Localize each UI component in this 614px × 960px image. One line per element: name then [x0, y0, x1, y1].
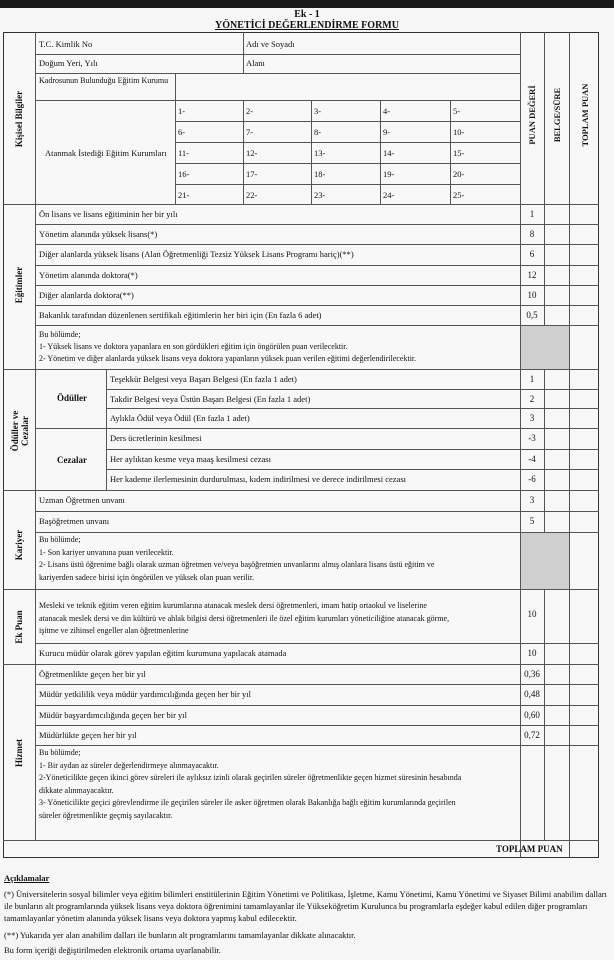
row-puan: 1: [529, 209, 535, 219]
row-line: [35, 285, 599, 286]
grid-line: [380, 100, 381, 204]
row-puan: -4: [528, 453, 536, 464]
row-text: Diğer alanlarda doktora(**): [39, 289, 134, 300]
row-text: Diğer alanlarda yüksek lisans (Alan Öğretmenliği Tezsiz Yüksek Lisans Programı hariç)(**): [39, 249, 354, 260]
choice-number: 5-: [453, 106, 461, 116]
grid-line: [311, 100, 312, 204]
choice-number: 6-: [178, 127, 186, 137]
alan-label: Alanı: [246, 58, 265, 68]
row-puan: -6: [528, 474, 536, 485]
row-text: Teşekkür Belgesi veya Başarı Belgesi (En fazla 1 adet): [110, 374, 297, 384]
choice-number: 1-: [178, 106, 186, 116]
row-line: [35, 305, 599, 306]
grid-line: [450, 100, 451, 204]
choice-number: 21-: [178, 190, 190, 200]
row-line: [35, 684, 599, 685]
toplam-puan-label: TOPLAM PUAN: [496, 844, 563, 854]
row-line: [35, 705, 599, 706]
row-line: [35, 511, 599, 512]
note-line: Bu bölümde;: [39, 535, 81, 544]
ad-label: Adı ve Soyadı: [246, 39, 295, 49]
note-line: dikkate alınmayacaktır.: [39, 785, 114, 795]
note-line: 1- Yüksek lisans ve doktora yapanlara en son gördükleri eğitim için öngörülen puan verilecektir.: [39, 342, 348, 351]
ekpuan-row2-puan: 10: [527, 648, 537, 658]
grid-line: [175, 121, 520, 122]
section-kariyer: Kariyer: [14, 529, 24, 561]
ekpuan-row1-puan: 10: [527, 609, 537, 619]
row-puan: -3: [528, 433, 536, 443]
choice-number: 3-: [314, 106, 322, 116]
row-puan: 2: [529, 393, 535, 404]
section-hizmet: Hizmet: [14, 739, 24, 767]
choice-number: 19-: [383, 169, 395, 179]
note-line: süreler öğretmenlikte geçmiş sayılacaktır.: [39, 810, 173, 820]
row-text: Müdür başyardımcılığında geçen her bir yıl: [39, 709, 187, 720]
row-puan: 0,5: [526, 310, 538, 320]
row-text: Yönetim alanında doktora(*): [39, 269, 138, 280]
aciklamalar-title: Açıklamalar: [4, 873, 50, 883]
row-text: Her aylıktan kesme veya maaş kesilmesi cezası: [110, 453, 271, 464]
grid-line: [175, 163, 520, 164]
choice-number: 20-: [453, 169, 465, 179]
note-line-1: (*) Üniversitelerin sosyal bilimler veya eğitim bilimleri enstitülerinin Eğitim Yönetimi ve Politikası, İşletme, Kamu Yönetimi, Kamu Yönetimi ve Siyaset Bilimi anabilim dalları ile bunların alt programlarında yüksek lisans veya doktora öğrenimini tamamlayanlar ile Yükseköğretim Kurulunca bu programlarla eşdeğer kabul edilen diğer programları tamamlayanlar yönetim alanında yüksek lisans veya doktora yapmış kabul edilecektir.: [4, 889, 607, 923]
section-kisisel: Kişisel Bilgiler: [14, 90, 24, 148]
section-oduller: Ödüller ve Cezalar: [10, 410, 30, 452]
row-line: [106, 389, 599, 390]
choice-number: 4-: [383, 106, 391, 116]
choice-number: 11-: [178, 148, 190, 158]
choice-number: 8-: [314, 127, 322, 137]
row-line: [106, 408, 599, 409]
grid-line: [175, 100, 520, 101]
choice-number: 13-: [314, 148, 326, 158]
row-line: [35, 265, 599, 266]
row-text: Her kademe ilerlemesinin durdurulması, kıdem indirilmesi ve derece indirilmesi cezası: [110, 474, 406, 485]
tc-label: T.C. Kimlik No: [39, 39, 93, 49]
row-line: [35, 725, 599, 726]
row-line: [106, 449, 599, 450]
note-line: Bu bölümde;: [39, 748, 81, 757]
choice-number: 22-: [246, 190, 258, 200]
row-puan: 5: [529, 516, 535, 526]
choice-number: 12-: [246, 148, 258, 158]
note-line: 1- Bir aydan az süreler değerlendirmeye alınmayacaktır.: [39, 760, 219, 770]
cezalar-label: Cezalar: [57, 455, 87, 465]
choice-number: 17-: [246, 169, 258, 179]
note-line: 3- Yöneticilikte geçici görevlendirme ile geçirilen süreler ile asker öğretmen olarak Bakanlığa bağlı eğitim kurumlarında geçirilen: [39, 798, 456, 807]
atanmak-label: Atanmak İstediği Eğitim Kurumları: [45, 148, 167, 158]
top-dark-bar: [0, 0, 614, 8]
row-text: Bakanlık tarafından düzenlenen sertifikalı eğitimlerin her biri için (En fazla 6 adet): [39, 310, 322, 320]
note-line: işitme ve zihinsel engeller alan öğretmenlerine: [39, 626, 189, 635]
note-line: atanacak meslek dersi ve din kültürü ve ahlak bilgisi dersi öğretmenleri ile özel eğitim kurumları yöneticiliğine atanacak görme,: [39, 613, 450, 623]
col-toplam-puan: TOPLAM PUAN: [580, 83, 590, 147]
kadro-label: Kadrosunun Bulunduğu Eğitim Kurumu: [39, 76, 169, 85]
note-line-2: (**) Yukarıda yer alan anabilim dalları ile bunların alt programlarını tamamlayanlar dikkate alınacaktır.: [4, 930, 356, 940]
row-puan: 1: [529, 374, 535, 384]
section-egitimler: Eğitimler: [14, 266, 24, 304]
row-text: Ön lisans ve lisans eğitiminin her bir yılı: [39, 209, 178, 219]
note-line-3: Bu form içeriği değiştirilmeden elektronik ortama uyarlanabilir.: [4, 945, 221, 955]
choice-number: 16-: [178, 169, 190, 179]
row-text: Takdir Belgesi veya Üstün Başarı Belgesi (En fazla 1 adet): [110, 393, 311, 404]
row-text: Başöğretmen unvanı: [39, 516, 110, 526]
row-text: Müdürlükte geçen her bir yıl: [39, 729, 137, 740]
ekpuan-row2: Kurucu müdür olarak görev yapılan eğitim kurumuna yapılacak atamada: [39, 648, 287, 658]
choice-number: 7-: [246, 127, 254, 137]
choice-number: 10-: [453, 127, 465, 137]
grid-line: [175, 184, 520, 185]
choice-number: 2-: [246, 106, 254, 116]
choice-number: 23-: [314, 190, 326, 200]
section-ekpuan: Ek Puan: [14, 610, 24, 644]
col-belge-sure: BELGE/SÜRE: [552, 87, 562, 143]
note-line: Bu bölümde;: [39, 330, 81, 339]
note-line: 2-Yöneticilikte geçen ikinci görev süreleri ile aylıksız izinli olarak geçirilen süreler öğretmenlikte geçen hizmet süresinin hesabında: [39, 773, 462, 782]
note-line: Mesleki ve teknik eğitim veren eğitim kurumlarına atanacak meslek dersi öğretmenleri, imam hatip ortaokul ve liselerine: [39, 601, 427, 610]
grid-line: [243, 100, 244, 204]
row-puan: 0,48: [524, 689, 540, 700]
row-text: Yönetim alanında yüksek lisans(*): [39, 229, 158, 240]
dogum-label: Doğum Yeri, Yılı: [39, 58, 98, 68]
row-puan: 6: [529, 249, 535, 260]
aciklamalar: [4, 872, 610, 956]
row-puan: 0,36: [524, 669, 540, 679]
grid-line: [175, 142, 520, 143]
row-text: Öğretmenlikte geçen her bir yıl: [39, 669, 146, 679]
row-puan: 10: [527, 289, 537, 300]
annex-label: Ek - 1: [294, 9, 320, 20]
row-text: Ders ücretlerinin kesilmesi: [110, 433, 202, 443]
row-puan: 8: [529, 229, 535, 240]
note-line: 2- Lisans üstü öğrenime bağlı olarak uzman öğretmen ve/veya başöğretmen unvanlarını almış olanlara lisans üstü eğitim ve: [39, 560, 435, 569]
oduller-label: Ödüller: [57, 393, 88, 403]
row-line: [35, 224, 599, 225]
row-puan: 3: [529, 495, 535, 505]
note-line: 1- Son kariyer unvanına puan verilecektir.: [39, 547, 174, 557]
row-puan: 3: [529, 413, 535, 424]
row-puan: 0,60: [524, 709, 540, 720]
note-line: kariyerden sadece birisi için öngörülen ve yüksek olan puan verilir.: [39, 572, 255, 582]
row-puan: 0,72: [524, 729, 540, 740]
form-title: YÖNETİCİ DEĞERLENDİRME FORMU: [215, 20, 399, 31]
row-text: Uzman Öğretmen unvanı: [39, 495, 125, 505]
row-line: [35, 244, 599, 245]
note-line: 2- Yönetim ve diğer alanlarda yüksek lisans veya doktora yapanların yüksek puan verilen eğitimi değerlendirilecektir.: [39, 354, 417, 363]
choice-number: 14-: [383, 148, 395, 158]
row-puan: 12: [527, 269, 537, 280]
row-text: Müdür yetkililik veya müdür yardımcılığında geçen her bir yıl: [39, 689, 251, 700]
row-text: Aylıkla Ödül veya Ödül (En fazla 1 adet): [110, 413, 250, 424]
choice-number: 9-: [383, 127, 391, 137]
choice-number: 15-: [453, 148, 465, 158]
choice-number: 24-: [383, 190, 395, 200]
row-line: [106, 469, 599, 470]
col-puan-degeri: PUAN DEĞERİ: [527, 85, 537, 145]
choice-number: 25-: [453, 190, 465, 200]
choice-number: 18-: [314, 169, 326, 179]
